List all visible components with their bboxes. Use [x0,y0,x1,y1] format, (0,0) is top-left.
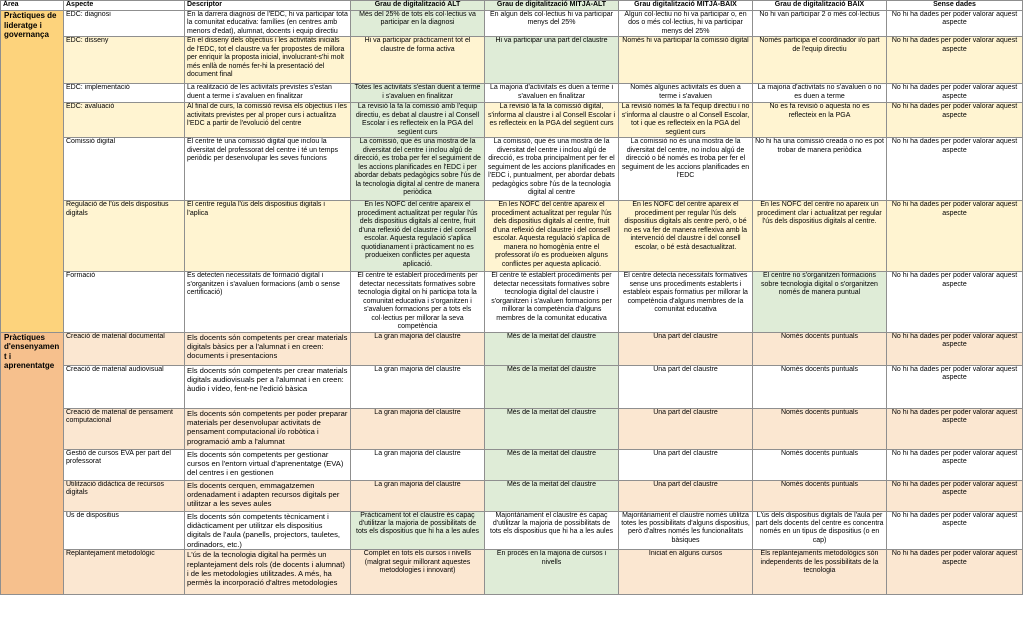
level-cell-no-data: No hi ha dades per poder valorar aquest aspecte [887,201,1023,272]
descriptor-cell: Els docents són competents per poder preparar materials per desenvolupar activitats de pensament computacional i/o robòtica i programació amb a l'alumnat [185,408,351,449]
descriptor-cell: Al final de curs, la comissió revisa els objectius i les activitats previstes per al proper curs i actualitza l'EDC a partir de l'evolució del centre [185,103,351,138]
descriptor-cell: En el disseny dels objectius i les activitats inicials de l'EDC, tot el claustre va fer propostes de millora per enriquir la proposta inicial, involucrant-s'hi molt més enllà de només fer-hi la presentació del document final [185,37,351,84]
level-cell-alt: La revisió la fa la comissió amb l'equip directiu, es debat al claustre i al Consell Escolar i es reflecteix en la PGA del següent curs [351,103,485,138]
area-label: Pràctiques d'ensenyament i aprenentatge [1,332,64,595]
level-cell-no-data: No hi ha dades per poder valorar aquest aspecte [887,84,1023,103]
descriptor-cell: Es detecten necessitats de formació digital i s'organitzen i s'avaluen formacions (amb o sense certificació) [185,272,351,332]
level-cell-mitja-alt: Hi va participar una part del claustre [485,37,619,84]
aspect-cell: Ús de dispositius [64,511,185,550]
level-cell-baix: Només docents puntuals [753,449,887,480]
level-cell-mitja-alt: Més de la meitat del claustre [485,449,619,480]
level-cell-no-data: No hi ha dades per poder valorar aquest aspecte [887,408,1023,449]
level-cell-mitja-alt: Més de la meitat del claustre [485,408,619,449]
aspect-cell: Replantejament metodològic [64,550,185,595]
level-cell-mitja-baix: Només hi va participar la comissió digital [619,37,753,84]
header-level-mitja-alt: Grau de digitalització MITJÀ-ALT [485,1,619,11]
level-cell-baix: Només docents puntuals [753,408,887,449]
aspect-cell: EDC: avaluació [64,103,185,138]
level-cell-alt: La gran majoria del claustre [351,408,485,449]
aspect-cell: EDC: implementació [64,84,185,103]
level-cell-mitja-baix: Només algunes activitats es duen a terme i s'avaluen [619,84,753,103]
table-row [1,550,1023,595]
header-descriptor: Descriptor [185,1,351,11]
level-cell-baix: No es fa revisió o aquesta no es reflecteix en la PGA [753,103,887,138]
level-cell-alt: Complet en tots els cursos i nivells (malgrat seguir millorant aquestes metodologies i innovant) [351,550,485,595]
level-cell-alt: En les NOFC del centre apareix el procediment actualitzat per regular l'ús dels dispositius digitals al centre, fruit d'una reflexió del claustre i del consell escolar. Aquesta regulació s'aplica quotidianament i pràcticament no es produeixen conflictes per aquesta aplicació. [351,201,485,272]
level-cell-baix: No hi ha una comissió creada o no es pot trobar de manera periòdica [753,138,887,201]
level-cell-mitja-baix: Majoritàriament el claustre només utilitza totes les possibilitats d'alguns dispositius, però d'altres només les funcionalitats bàsiques [619,511,753,550]
aspect-cell: Utilització didàctica de recursos digitals [64,480,185,511]
aspect-cell: Creació de material de pensament computacional [64,408,185,449]
aspect-cell: EDC: disseny [64,37,185,84]
level-cell-baix: No hi van participar 2 o més col·lectius [753,11,887,37]
level-cell-alt: El centre té establert procediments per detectar necessitats formatives sobre tecnologia digital on hi participa tota la comunitat educativa i s'organitzen i s'avaluen formacions per a tots els col·lectius per millorar la seva competència [351,272,485,332]
table-row [1,449,1023,480]
table-row [1,37,1023,84]
level-cell-mitja-alt: La revisió la fa la comissió digital, s'informa al claustre i al Consell Escolar i es reflecteix en la PGA del següent curs [485,103,619,138]
table-row [1,511,1023,550]
level-cell-mitja-baix: La revisió només la fa l'equip directiu i no s'informa al claustre o al Consell Escolar, tot i que es reflecteix en la PGA del següent curs [619,103,753,138]
level-cell-no-data: No hi ha dades per poder valorar aquest aspecte [887,11,1023,37]
level-cell-no-data: No hi ha dades per poder valorar aquest aspecte [887,449,1023,480]
level-cell-mitja-baix: El centre detecta necessitats formatives sense uns procediments establerts i estableix espais formatius per millorar la competència d'alguns membres de la comunitat educativa [619,272,753,332]
table-row [1,480,1023,511]
aspect-cell: Comissió digital [64,138,185,201]
level-cell-no-data: No hi ha dades per poder valorar aquest aspecte [887,103,1023,138]
table-row [1,103,1023,138]
header-aspect: Aspecte [64,1,185,11]
level-cell-alt: La gran majoria del claustre [351,449,485,480]
aspect-cell: Regulació de l'ús dels dispositius digitals [64,201,185,272]
level-cell-mitja-alt: En algun dels col·lectius hi va participar menys del 25% [485,11,619,37]
descriptor-cell: Els docents són competents tècnicament i didàcticament per utilitzar els dispositius digitals de l'aula (panells, projectors, tauletes, ordinadors, etc.) [185,511,351,550]
table-row [1,365,1023,408]
level-cell-alt: La gran majoria del claustre [351,332,485,365]
level-cell-baix: En les NOFC del centre no apareix un procediment clar i actualitzat per regular l'ús dels dispositius digitals al centre. [753,201,887,272]
level-cell-mitja-alt: En les NOFC del centre apareix el procediment actualitzat per regular l'ús dels dispositius digitals al centre, fruit d'una reflexió del claustre i del consell escolar. Aquesta regulació s'aplica de manera no homogènia entre el professorat i/o es produeixen alguns conflictes per aquesta aplicació. [485,201,619,272]
header-row [1,1,1023,11]
level-cell-mitja-baix: Una part del claustre [619,449,753,480]
table-row [1,332,1023,365]
table-row [1,84,1023,103]
level-cell-no-data: No hi ha dades per poder valorar aquest aspecte [887,332,1023,365]
level-cell-baix: La majoria d'activitats no s'avaluen o no es duen a terme [753,84,887,103]
level-cell-mitja-alt: La comissió, que és una mostra de la diversitat del centre i inclou algú de direcció, es troba principalment per fer el seguiment de les accions planificades en l'EDC i, puntualment, per abordar debats pedagògics sobre l'ús de la tecnologia digital al centre [485,138,619,201]
level-cell-mitja-alt: En procés en la majoria de cursos i nivells [485,550,619,595]
header-no-data: Sense dades [887,1,1023,11]
level-cell-baix: Només docents puntuals [753,365,887,408]
level-cell-no-data: No hi ha dades per poder valorar aquest aspecte [887,37,1023,84]
descriptor-cell: La realització de les activitats previstes s'estan duent a terme i s'avaluen en finalitzar [185,84,351,103]
table-row [1,138,1023,201]
level-cell-mitja-alt: La majoria d'activitats es duen a terme i s'avaluen en finalitzar [485,84,619,103]
level-cell-mitja-alt: Més de la meitat del claustre [485,332,619,365]
level-cell-baix: Només docents puntuals [753,480,887,511]
level-cell-baix: El centre no s'organitzen formacions sobre tecnologia digital o s'organitzen només de manera puntual [753,272,887,332]
level-cell-no-data: No hi ha dades per poder valorar aquest aspecte [887,550,1023,595]
aspect-cell: Creació de material documental [64,332,185,365]
descriptor-cell: Els docents són competents per crear materials digitals audiovisuals per a l'alumnat i en creen: àudio i vídeo, fent-ne l'edició bàsica [185,365,351,408]
table-row [1,408,1023,449]
level-cell-no-data: No hi ha dades per poder valorar aquest aspecte [887,365,1023,408]
descriptor-cell: Els docents són competents per gestionar cursos en l'entorn virtual d'aprenentatge (EVA) del centres i en gestionen [185,449,351,480]
level-cell-mitja-baix: Una part del claustre [619,408,753,449]
level-cell-no-data: No hi ha dades per poder valorar aquest aspecte [887,138,1023,201]
area-label: Pràctiques de lideratge i governança [1,11,64,333]
descriptor-cell: El centre té una comissió digital que inclou la diversitat del professorat del centre i té un temps periòdic per desenvolupar les seves funcions [185,138,351,201]
aspect-cell: Gestió de cursos EVA per part del professorat [64,449,185,480]
table-row [1,272,1023,332]
level-cell-mitja-baix: En les NOFC del centre apareix el procediment per regular l'ús dels dispositius digitals als centre però, o bé no es va fer de manera reflexiva amb la intervenció del claustre i del consell escolar, o bé està desactualitzat. [619,201,753,272]
header-level-baix: Grau de digitalització BAIX [753,1,887,11]
level-cell-baix: L'ús dels dispositius digitals de l'aula per part dels docents del centre es concentra només en un tipus de dispositius (o en cap) [753,511,887,550]
level-cell-mitja-baix: Una part del claustre [619,480,753,511]
header-level-mitja-baix: Grau digitalització MITJÀ-BAIX [619,1,753,11]
table-row [1,201,1023,272]
descriptor-cell: En la darrera diagnosi de l'EDC, hi va participar tota la comunitat educativa: famílies (en centres amb menors d'edat), alumnat, docents i equip directiu [185,11,351,37]
level-cell-alt: La comissió, que és una mostra de la diversitat del centre i inclou algú de direcció, es troba per fer el seguiment de les accions planificades en l'EDC i per abordar debats pedagògics sobre l'ús de la tecnologia digital al centre de manera periòdica [351,138,485,201]
level-cell-baix: Els replantejaments metodològics són independents de les possibilitats de la tecnologia [753,550,887,595]
level-cell-no-data: No hi ha dades per poder valorar aquest aspecte [887,272,1023,332]
level-cell-alt: La gran majoria del claustre [351,480,485,511]
level-cell-no-data: No hi ha dades per poder valorar aquest aspecte [887,511,1023,550]
aspect-cell: Creació de material audiovisual [64,365,185,408]
table-row [1,11,1023,37]
descriptor-cell: El centre regula l'ús dels dispositius digitals i l'aplica [185,201,351,272]
level-cell-mitja-alt: El centre té establert procediments per detectar necessitats formatives sobre tecnologia digital del claustre i s'organitzen i s'avaluen formacions per millorar la competència d'alguns membres de la comunitat educativa [485,272,619,332]
level-cell-mitja-alt: Més de la meitat del claustre [485,365,619,408]
level-cell-mitja-alt: Majoritàriament el claustre és capaç d'utilitzar la majoria de possibilitats de tots els dispositius que hi ha a les aules [485,511,619,550]
level-cell-alt: La gran majoria del claustre [351,365,485,408]
level-cell-mitja-alt: Més de la meitat del claustre [485,480,619,511]
level-cell-baix: Només participa el coordinador i/o part de l'equip directiu [753,37,887,84]
descriptor-cell: Els docents són competents per crear materials digitals bàsics per a l'alumnat i en creen: documents i presentacions [185,332,351,365]
descriptor-cell: L'ús de la tecnologia digital ha permès un replantejament dels rols (de docents i alumnat) i de les metodologies utilitzades. A més, ha permès la incorporació d'altres metodologies [185,550,351,595]
level-cell-alt: Hi va participar pràcticament tot el claustre de forma activa [351,37,485,84]
level-cell-no-data: No hi ha dades per poder valorar aquest aspecte [887,480,1023,511]
level-cell-alt: Totes les activitats s'estan duent a terme i s'avaluen en finalitzar [351,84,485,103]
level-cell-mitja-baix: Una part del claustre [619,332,753,365]
level-cell-mitja-baix: Iniciat en alguns cursos [619,550,753,595]
descriptor-cell: Els docents cerquen, emmagatzemen ordenadament i adapten recursos digitals per utilitzar a les seves aules [185,480,351,511]
header-level-alt: Grau de digitalització ALT [351,1,485,11]
level-cell-baix: Només docents puntuals [753,332,887,365]
aspect-cell: Formació [64,272,185,332]
level-cell-alt: Pràcticament tot el claustre és capaç d'utilitzar la majoria de possibilitats de tots els dispositius que hi ha a les aules [351,511,485,550]
level-cell-mitja-baix: Una part del claustre [619,365,753,408]
aspect-cell: EDC: diagnosi [64,11,185,37]
level-cell-mitja-baix: Algun col·lectiu no hi va participar o, en dos o més col·lectius, hi va participar menys del 25% [619,11,753,37]
level-cell-alt: Més del 25% de tots els col·lectius va participar en la diagnosi [351,11,485,37]
header-area: Àrea [1,1,64,11]
level-cell-mitja-baix: La comissió no és una mostra de la diversitat del centre, no inclou algú de direcció o bé només es troba per fer el seguiment de les accions planificades en l'EDC [619,138,753,201]
